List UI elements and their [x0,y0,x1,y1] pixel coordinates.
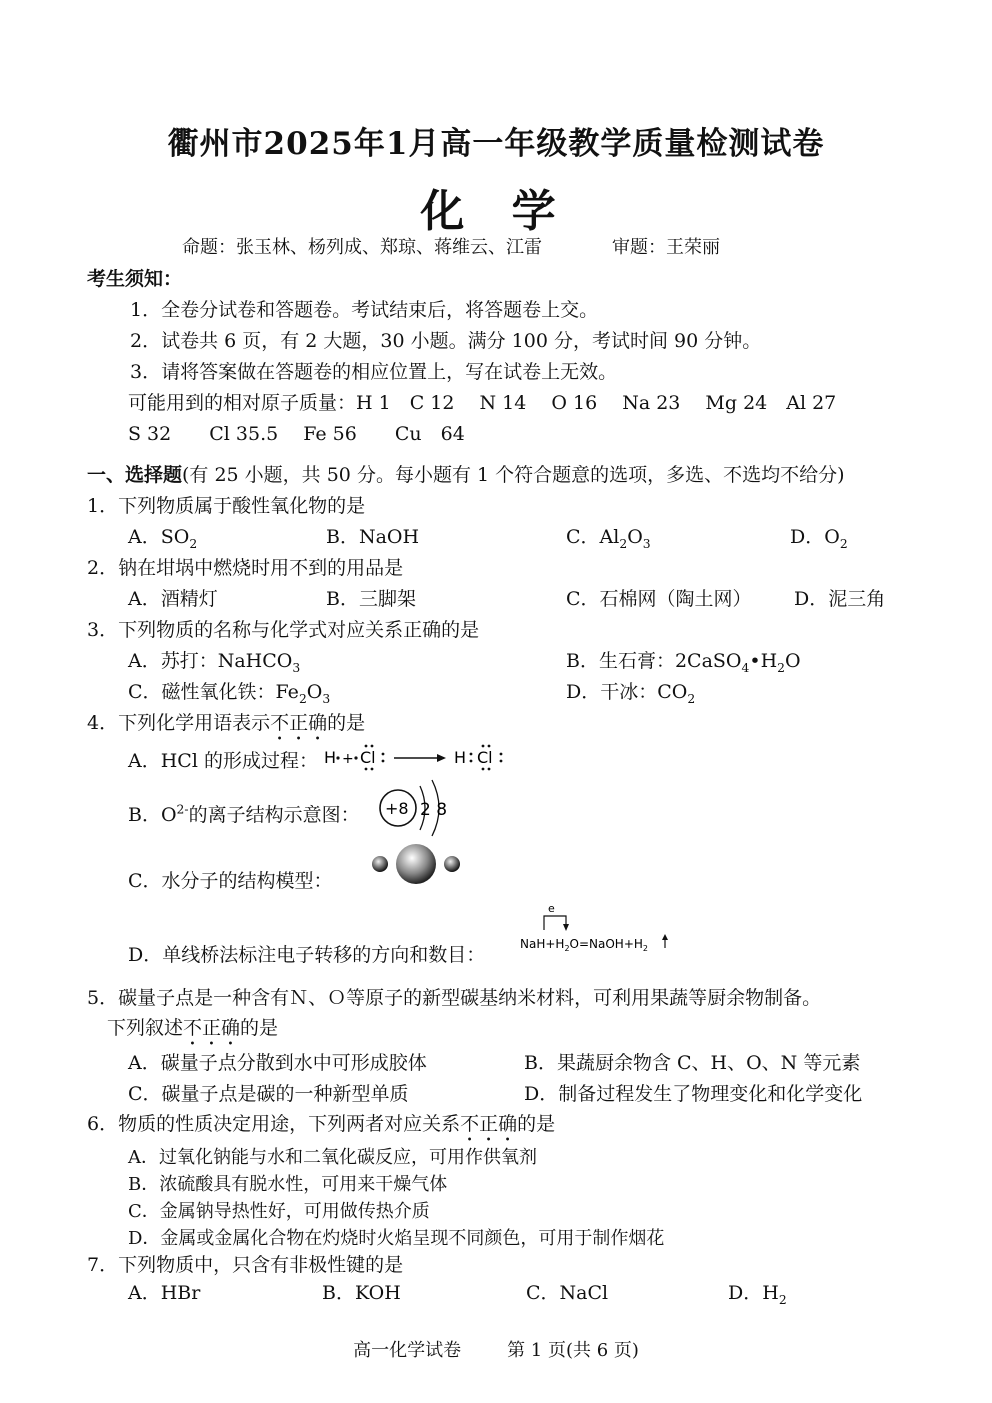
q4-option-a: A．HCl 的形成过程： [128,750,318,772]
footer-subject: 高一化学试卷 [353,1340,462,1361]
authors: 命题：张玉林、杨列成、郑琼、蒋维云、江雷 [182,237,542,258]
page-title: 衢州市2025年1月高一年级教学质量检测试卷 [167,126,825,162]
q3-stem: 3．下列物质的名称与化学式对应关系正确的是 [87,619,480,641]
svg-text:+8: +8 [385,799,409,818]
q5-option-d: D．制备过程发生了物理变化和化学变化 [524,1083,863,1105]
q4-option-b: B．$O^{2-}$的离子结构示意图： [128,802,360,826]
authors-line [182,233,720,259]
oxide-ion-structure-diagram [372,776,462,840]
q6-option-b: B．浓硫酸具有脱水性，可用来干燥气体 [128,1174,448,1195]
q6-option-c: C．金属钠导热性好，可用做传热介质 [128,1201,430,1222]
q7-option-d: D．$H_2$ [728,1282,787,1307]
svg-text:H: H [454,748,467,767]
svg-text:e: e [548,902,555,915]
svg-text:H: H [324,748,337,767]
q5-option-a: A．碳量子点分散到水中可形成胶体 [128,1052,427,1074]
q5-stem-line2: 下列叙述不正确的是 [107,1017,279,1039]
q3-option-a: A．苏打：NaHCO$_3$ [128,650,301,675]
q5-stem: 5．碳量子点是一种含有Ｎ、Ｏ等原子的新型碳基纳米材料，可利用果蔬等厨余物制备。 [87,987,822,1009]
q4-option-d: D．单线桥法标注电子转移的方向和数目： [128,944,486,966]
q7-option-c: C．NaCl [526,1282,609,1304]
q3-option-c: C．磁性氧化铁：$Fe_2O_3$ [128,681,331,706]
svg-text:+: + [342,751,354,767]
svg-text:Cl: Cl [477,748,493,767]
q2-option-c: C．石棉网（陶土网） [566,588,752,610]
q5-option-c: C．碳量子点是碳的一种新型单质 [128,1083,409,1105]
reviewer: 审题：王荣丽 [612,237,720,258]
q7-option-b: B．KOH [322,1282,401,1304]
q1-option-a: A．$SO_2$ [128,526,198,551]
q4-option-c: C．水分子的结构模型： [128,870,333,892]
q2-option-d: D．泥三角 [794,588,886,610]
q2-option-a: A．酒精灯 [128,588,218,610]
q2-option-b: B．三脚架 [326,588,416,610]
q5-option-b: B．果蔬厨余物含 C、H、O、N 等元素 [524,1052,861,1074]
single-bridge-equation [518,900,678,956]
q1-stem: 1．下列物质属于酸性氧化物的是 [87,495,366,517]
water-molecule-model [366,842,466,886]
q6-stem: 6．物质的性质决定用途，下列两者对应关系不正确的是 [87,1113,556,1135]
atomic-masses-line1: 可能用到的相对原子质量：H 1 C 12 N 14 O 16 Na 23 Mg 24 Al 27 [128,392,837,414]
section-heading [87,460,845,487]
notice-item: 1．全卷分试卷和答题卷。考试结束后，将答题卷上交。 [130,299,599,321]
section-label: 一、选择题 [87,464,183,486]
page-footer [0,1336,992,1362]
notice-item: 2．试卷共 6 页，有 2 大题，30 小题。满分 100 分，考试时间 90 分钟。 [130,330,762,352]
equation-left: $NaH+H_2O=NaOH+H_2$ [520,937,649,953]
q3-option-b: B．生石膏：$2CaSO_4•H_2O$ [566,650,801,675]
svg-text:2 8: 2 8 [420,800,448,820]
q2-stem: 2．钠在坩埚中燃烧时用不到的用品是 [87,557,404,579]
hcl-formation-diagram [322,738,522,774]
q1-option-d: D．$O_2$ [790,526,848,551]
section-desc: (有 25 小题，共 50 分。每小题有 1 个符合题意的选项，多选、不选均不给分) [182,464,845,486]
svg-text:Cl: Cl [360,748,376,767]
q1-option-b: B．NaOH [326,526,420,548]
q1-option-c: C．$Al_2O_3$ [566,526,651,551]
atomic-masses-line2: S 32 Cl 35.5 Fe 56 Cu 64 [128,423,465,445]
subject-title: 化 学 [420,186,572,237]
footer-page-number: 第 1 页(共 6 页) [507,1340,639,1361]
q6-option-d: D．金属或金属化合物在灼烧时火焰呈现不同颜色，可用于制作烟花 [128,1228,665,1249]
notice-heading: 考生须知： [87,268,183,290]
q7-option-a: A．HBr [128,1282,201,1304]
q6-option-a: A．过氧化钠能与水和二氧化碳反应，可用作供氧剂 [128,1147,537,1168]
q7-stem: 7．下列物质中，只含有非极性键的是 [87,1254,404,1276]
q4-stem: 4．下列化学用语表示不正确的是 [87,712,366,734]
notice-item: 3．请将答案做在答题卷的相应位置上，写在试卷上无效。 [130,361,618,383]
q3-option-d: D．干冰：$CO_2$ [566,681,696,706]
